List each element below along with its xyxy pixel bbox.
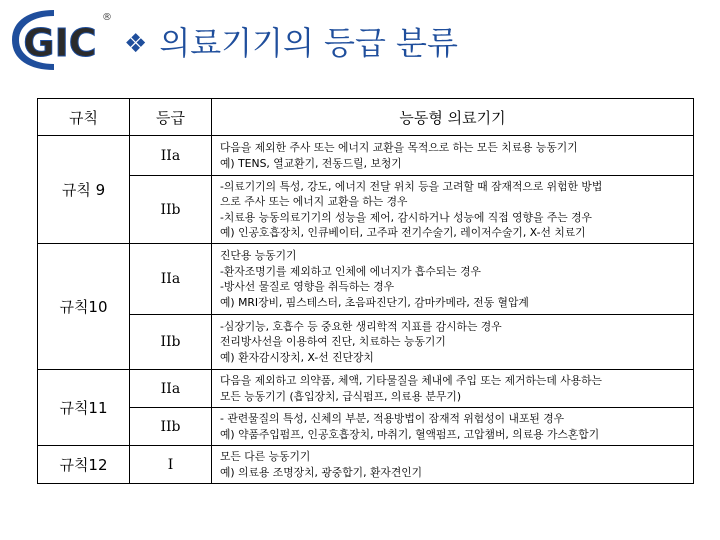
description-line: 예) 약품주입펌프, 인공호흡장치, 마취기, 혈액펌프, 고압챔버, 의료용 가스혼합기	[220, 427, 600, 441]
grade-cell: I	[130, 446, 212, 484]
description-cell	[212, 136, 694, 176]
table-row	[38, 315, 694, 370]
description-line: -방사선 물질로 영향을 취득하는 경우	[220, 280, 395, 293]
gic-logo	[8, 6, 116, 72]
description-line: 다음을 제외한 주사 또는 에너지 교환을 목적으로 하는 모든 치료용 능동기기	[220, 141, 578, 154]
description-line: 예) TENS, 열교환기, 전동드릴, 보청기	[220, 156, 402, 170]
page-title-text: 의료기기의 등급 분류	[159, 24, 458, 62]
description-line: 예) MRI장비, 핌스테스터, 초음파진단기, 감마카메라, 전동 혈압계	[220, 295, 529, 309]
diamond-bullet-icon: ❖	[124, 29, 148, 59]
rule-cell: 규칙10	[38, 244, 130, 370]
table-row	[38, 370, 694, 408]
table-header-row	[38, 99, 694, 136]
header-rule: 규칙	[38, 99, 130, 136]
header-active-device: 능동형 의료기기	[212, 99, 694, 136]
logo-text: GIC	[23, 21, 97, 65]
table-row	[38, 136, 694, 176]
description-line: -의료기기의 특성, 강도, 에너지 전달 위치 등을 고려할 때 잠재적으로 위험한 방법	[220, 179, 603, 193]
description-cell	[212, 446, 694, 484]
description-cell	[212, 370, 694, 408]
description-line: 예) 의료용 조명장치, 광중합기, 환자견인기	[220, 465, 423, 479]
grade-cell: IIa	[130, 370, 212, 408]
rule-cell: 규칙12	[38, 446, 130, 484]
description-line: 진단용 능동기기	[220, 249, 297, 262]
table-row	[38, 408, 694, 446]
page-title	[124, 18, 458, 64]
grade-cell: IIa	[130, 244, 212, 315]
description-line: 으로 주사 또는 에너지 교환을 하는 경우	[220, 195, 408, 208]
grade-cell: IIb	[130, 176, 212, 244]
description-line: -치료용 능동의료기기의 성능을 제어, 감시하거나 성능에 직접 영향을 주는 경우	[220, 210, 592, 224]
description-cell	[212, 408, 694, 446]
description-cell	[212, 176, 694, 244]
header-grade: 등급	[130, 99, 212, 136]
description-line: -심장기능, 호흡수 등 중요한 생리학적 지표를 감시하는 경우	[220, 319, 502, 333]
rule-cell: 규칙 9	[38, 136, 130, 244]
description-cell	[212, 244, 694, 315]
registered-mark: ®	[102, 12, 112, 23]
description-cell	[212, 315, 694, 370]
grade-cell: IIa	[130, 136, 212, 176]
table-row	[38, 176, 694, 244]
description-line: - 관련물질의 특성, 신체의 부분, 적용방법이 잠재적 위험성이 내포된 경우	[220, 412, 565, 425]
gic-logo-graphic	[8, 6, 116, 72]
description-line: 모든 다른 능동기기	[220, 450, 311, 463]
description-line: -환자조명기를 제외하고 인체에 에너지가 흡수되는 경우	[220, 264, 481, 278]
grade-cell: IIb	[130, 315, 212, 370]
description-line: 예) 환자감시장치, X-선 진단장치	[220, 350, 374, 364]
description-line: 예) 인공호흡장치, 인큐베이터, 고주파 전기수술기, 레이저수술기, X-선 치료기	[220, 226, 586, 239]
grade-cell: IIb	[130, 408, 212, 446]
description-line: 전리방사선을 이용하여 진단, 치료하는 능동기기	[220, 335, 446, 349]
table-row	[38, 446, 694, 484]
rule-cell: 규칙11	[38, 370, 130, 446]
description-line: 다음을 제외하고 의약품, 체액, 기타물질을 체내에 주입 또는 제거하는데 사용하는	[220, 374, 602, 387]
classification-table	[37, 98, 694, 484]
description-line: 모든 능동기기 (흡입장치, 급식펌프, 의료용 분무기)	[220, 389, 462, 403]
table-row	[38, 244, 694, 315]
